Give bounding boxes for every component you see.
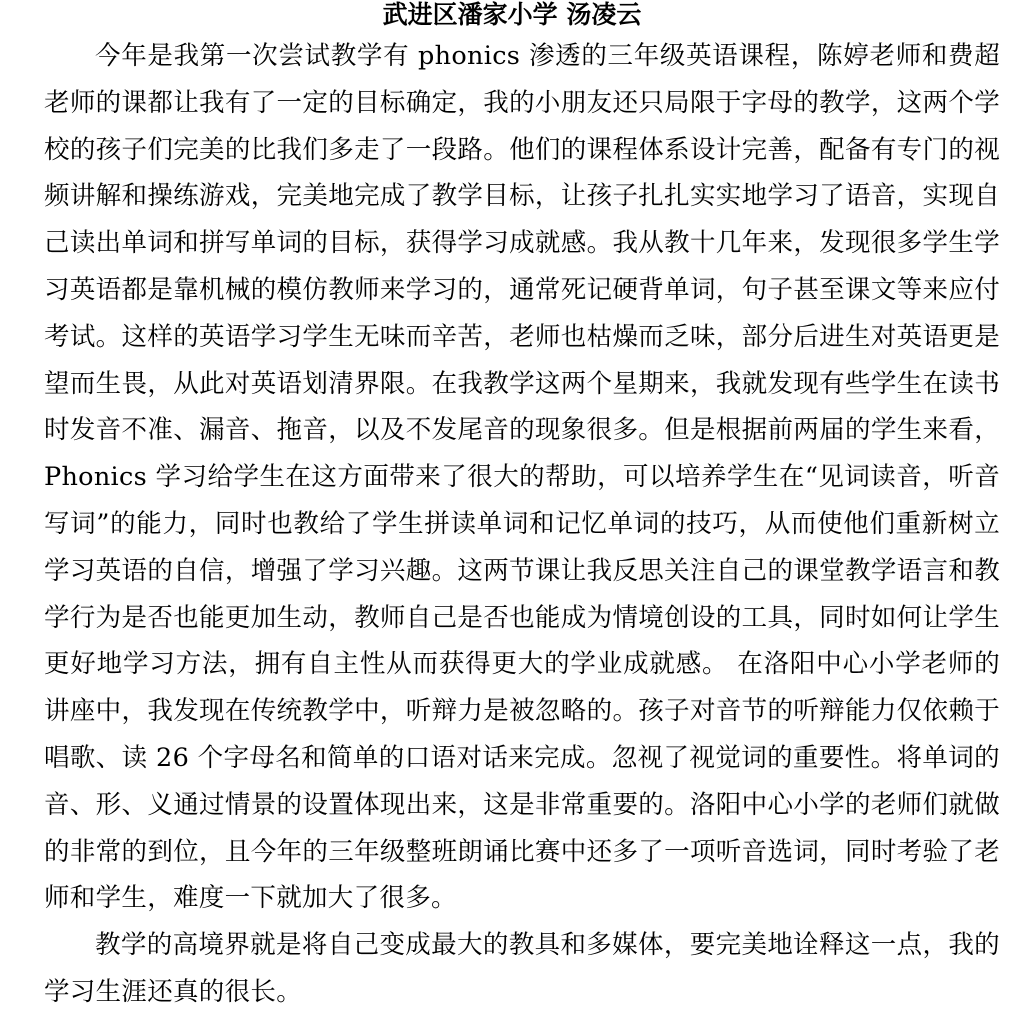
document-title: 武进区潘家小学 汤凌云 [382,0,642,29]
paragraph-1: 今年是我第一次尝试教学有 phonics 渗透的三年级英语课程，陈婷老师和费超老师的课都让我有了一定的目标确定，我的小朋友还只局限于字母的教学，这两个学校的孩子们完美的比我们多走了一段路。他们的课程体系设计完善，配备有专门的视频讲解和操练游戏，完美地完成了教学目标，让孩子扎扎实实地学习了语音，实现自己读出单词和拼写单词的目标，获得学习成就感。我从教十几年来，发现很多学生学习英语都是靠机械的模仿教师来学习的，通常死记硬背单词，句子甚至课文等来应付考试。这样的英语学习学生无味而辛苦，老师也枯燥而乏味，部分后进生对英语更是望而生畏，从此对英语划清界限。在我教学这两个星期来，我就发现有些学生在读书时发音不准、漏音、拖音，以及不发尾音的现象很多。但是根据前两届的学生来看，Phonics 学习给学生在这方面带来了很大的帮助，可以培养学生在“见词读音，听音写词”的能力，同时也教给了学生拼读单词和记忆单词的技巧，从而使他们重新树立学习英语的自信，增强了学习兴趣。这两节课让我反思关注自己的课堂教学语言和教学行为是否也能更加生动，教师自己是否也能成为情境创设的工具，同时如何让学生更好地学习方法，拥有自主性从而获得更大的学业成就感。 在洛阳中心小学老师的讲座中，我发现在传统教学中，听辩力是被忽略的。孩子对音节的听辩能力仅依赖于唱歌、读 26 个字母名和简单的口语对话来完成。忽视了视觉词的重要性。将单词的音、形、义通过情景的设置体现出来，这是非常重要的。洛阳中心小学的老师们就做的非常的到位，且今年的三年级整班朗诵比赛中还多了一项听音选词，同时考验了老师和学生，难度一下就加大了很多。 [44,41,1000,914]
paragraph-2: 教学的高境界就是将自己变成最大的教具和多媒体，要完美地诠释这一点，我的学习生涯还真的很长。 [44,930,1000,1007]
document-body [44,33,1000,1016]
